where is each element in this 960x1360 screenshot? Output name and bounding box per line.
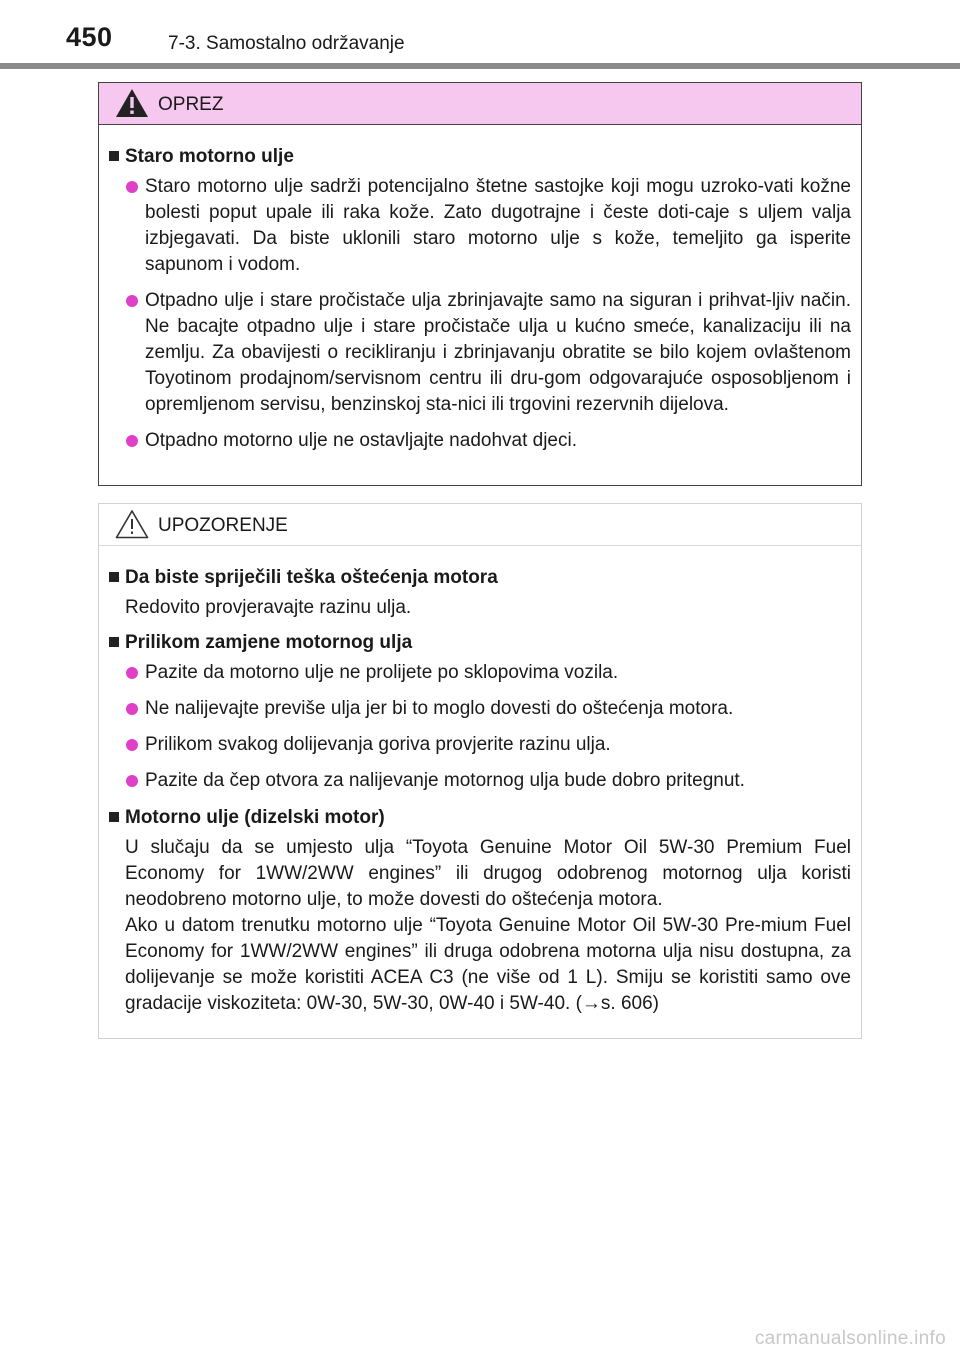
round-bullet-icon	[126, 739, 138, 751]
list-item	[109, 732, 851, 758]
notice-heading-text: Prilikom zamjene motornog ulja	[125, 632, 413, 653]
list-item-text: Otpadno motorno ulje ne ostavljajte nadohvat djeci.	[145, 430, 577, 451]
notice-heading-1	[109, 564, 851, 591]
round-bullet-icon	[126, 295, 138, 307]
watermark: carmanualsonline.info	[754, 1328, 946, 1349]
notice-label: UPOZORENJE	[158, 515, 288, 536]
notice-box	[98, 503, 862, 1039]
list-item	[109, 174, 851, 278]
section-title: 7-3. Samostalno održavanje	[168, 33, 405, 54]
notice-paragraph: Ako u datom trenutku motorno ulje “Toyota Genuine Motor Oil 5W-30 Pre-mium Fuel Economy for 1WW/2WW engines” ili druga odobrena motorna ulja nisu dostupna, za dolijevanje se može koristiti ACEA C3 (ne više od 1 L). Smiju se koristiti samo ove gradacije viskoziteta: 0W-30, 5W-30, 0W-40 i 5W-40. (→s. 606)	[125, 915, 851, 1014]
notice-heading-2	[109, 629, 851, 656]
round-bullet-icon	[126, 667, 138, 679]
square-bullet-icon	[109, 812, 119, 822]
notice-header	[99, 504, 861, 546]
round-bullet-icon	[126, 181, 138, 193]
list-item-text: Otpadno ulje i stare pročistače ulja zbrinjavajte samo na siguran i prihvat-ljiv način. Ne bacajte otpadno ulje i stare pročistače ulja u kućno smeće, kanalizaciju ili na zemlju. Za obavijesti o recikliranju i zbrinjavanju obratite se bilo kojem ovlaštenom Toyotinom prodajnom/servisnom centru ili dru-gom odgovarajuće osposobljenom i opremljenom servisu, benzinskoj sta-nici ili trgovini rezervnih dijelova.	[145, 290, 851, 415]
list-item	[109, 660, 851, 686]
square-bullet-icon	[109, 151, 119, 161]
square-bullet-icon	[109, 572, 119, 582]
list-item	[109, 768, 851, 794]
caution-label: OPREZ	[158, 94, 224, 115]
list-item-text: Staro motorno ulje sadrži potencijalno štetne sastojke koji mogu uzroko-vati kožne bolesti poput upale ili raka kože. Zato dugotrajne i česte doti-caje s uljem valja izbjegavati. Da biste uklonili staro motorno ulje s kože, temeljito ga isperite sapunom i vodom.	[145, 176, 851, 275]
round-bullet-icon	[126, 775, 138, 787]
caution-header	[99, 83, 861, 125]
notice-paragraph: Redovito provjeravajte razinu ulja.	[125, 597, 412, 618]
list-item	[109, 428, 851, 454]
notice-heading-text: Da biste spriječili teška oštećenja motora	[125, 567, 498, 588]
header-rule	[0, 63, 960, 69]
list-item	[109, 288, 851, 418]
caution-heading	[109, 143, 851, 170]
notice-paragraph: U slučaju da se umjesto ulja “Toyota Genuine Motor Oil 5W-30 Premium Fuel Economy for 1WW/2WW engines” ili drugog odobrenog motornog ulja koristi neodobreno motorno ulje, to može dovesti do oštećenja motora.	[125, 837, 851, 910]
caution-body	[99, 125, 861, 454]
notice-heading-3	[109, 804, 851, 831]
list-item-text: Prilikom svakog dolijevanja goriva provjerite razinu ulja.	[145, 734, 611, 755]
square-bullet-icon	[109, 637, 119, 647]
round-bullet-icon	[126, 703, 138, 715]
list-item-text: Pazite da motorno ulje ne prolijete po sklopovima vozila.	[145, 662, 619, 683]
warning-triangle-outline-icon	[115, 509, 149, 539]
warning-triangle-icon	[115, 88, 149, 118]
list-item-text: Pazite da čep otvora za nalijevanje motornog ulja bude dobro pritegnut.	[145, 770, 745, 791]
page-number: 450	[66, 22, 113, 52]
list-item	[109, 696, 851, 722]
caution-heading-text: Staro motorno ulje	[125, 146, 294, 167]
caution-box	[98, 82, 862, 486]
list-item-text: Ne nalijevajte previše ulja jer bi to moglo dovesti do oštećenja motora.	[145, 698, 734, 719]
round-bullet-icon	[126, 435, 138, 447]
notice-heading-text: Motorno ulje (dizelski motor)	[125, 807, 385, 828]
notice-body	[99, 546, 861, 1017]
page-header	[0, 0, 960, 70]
